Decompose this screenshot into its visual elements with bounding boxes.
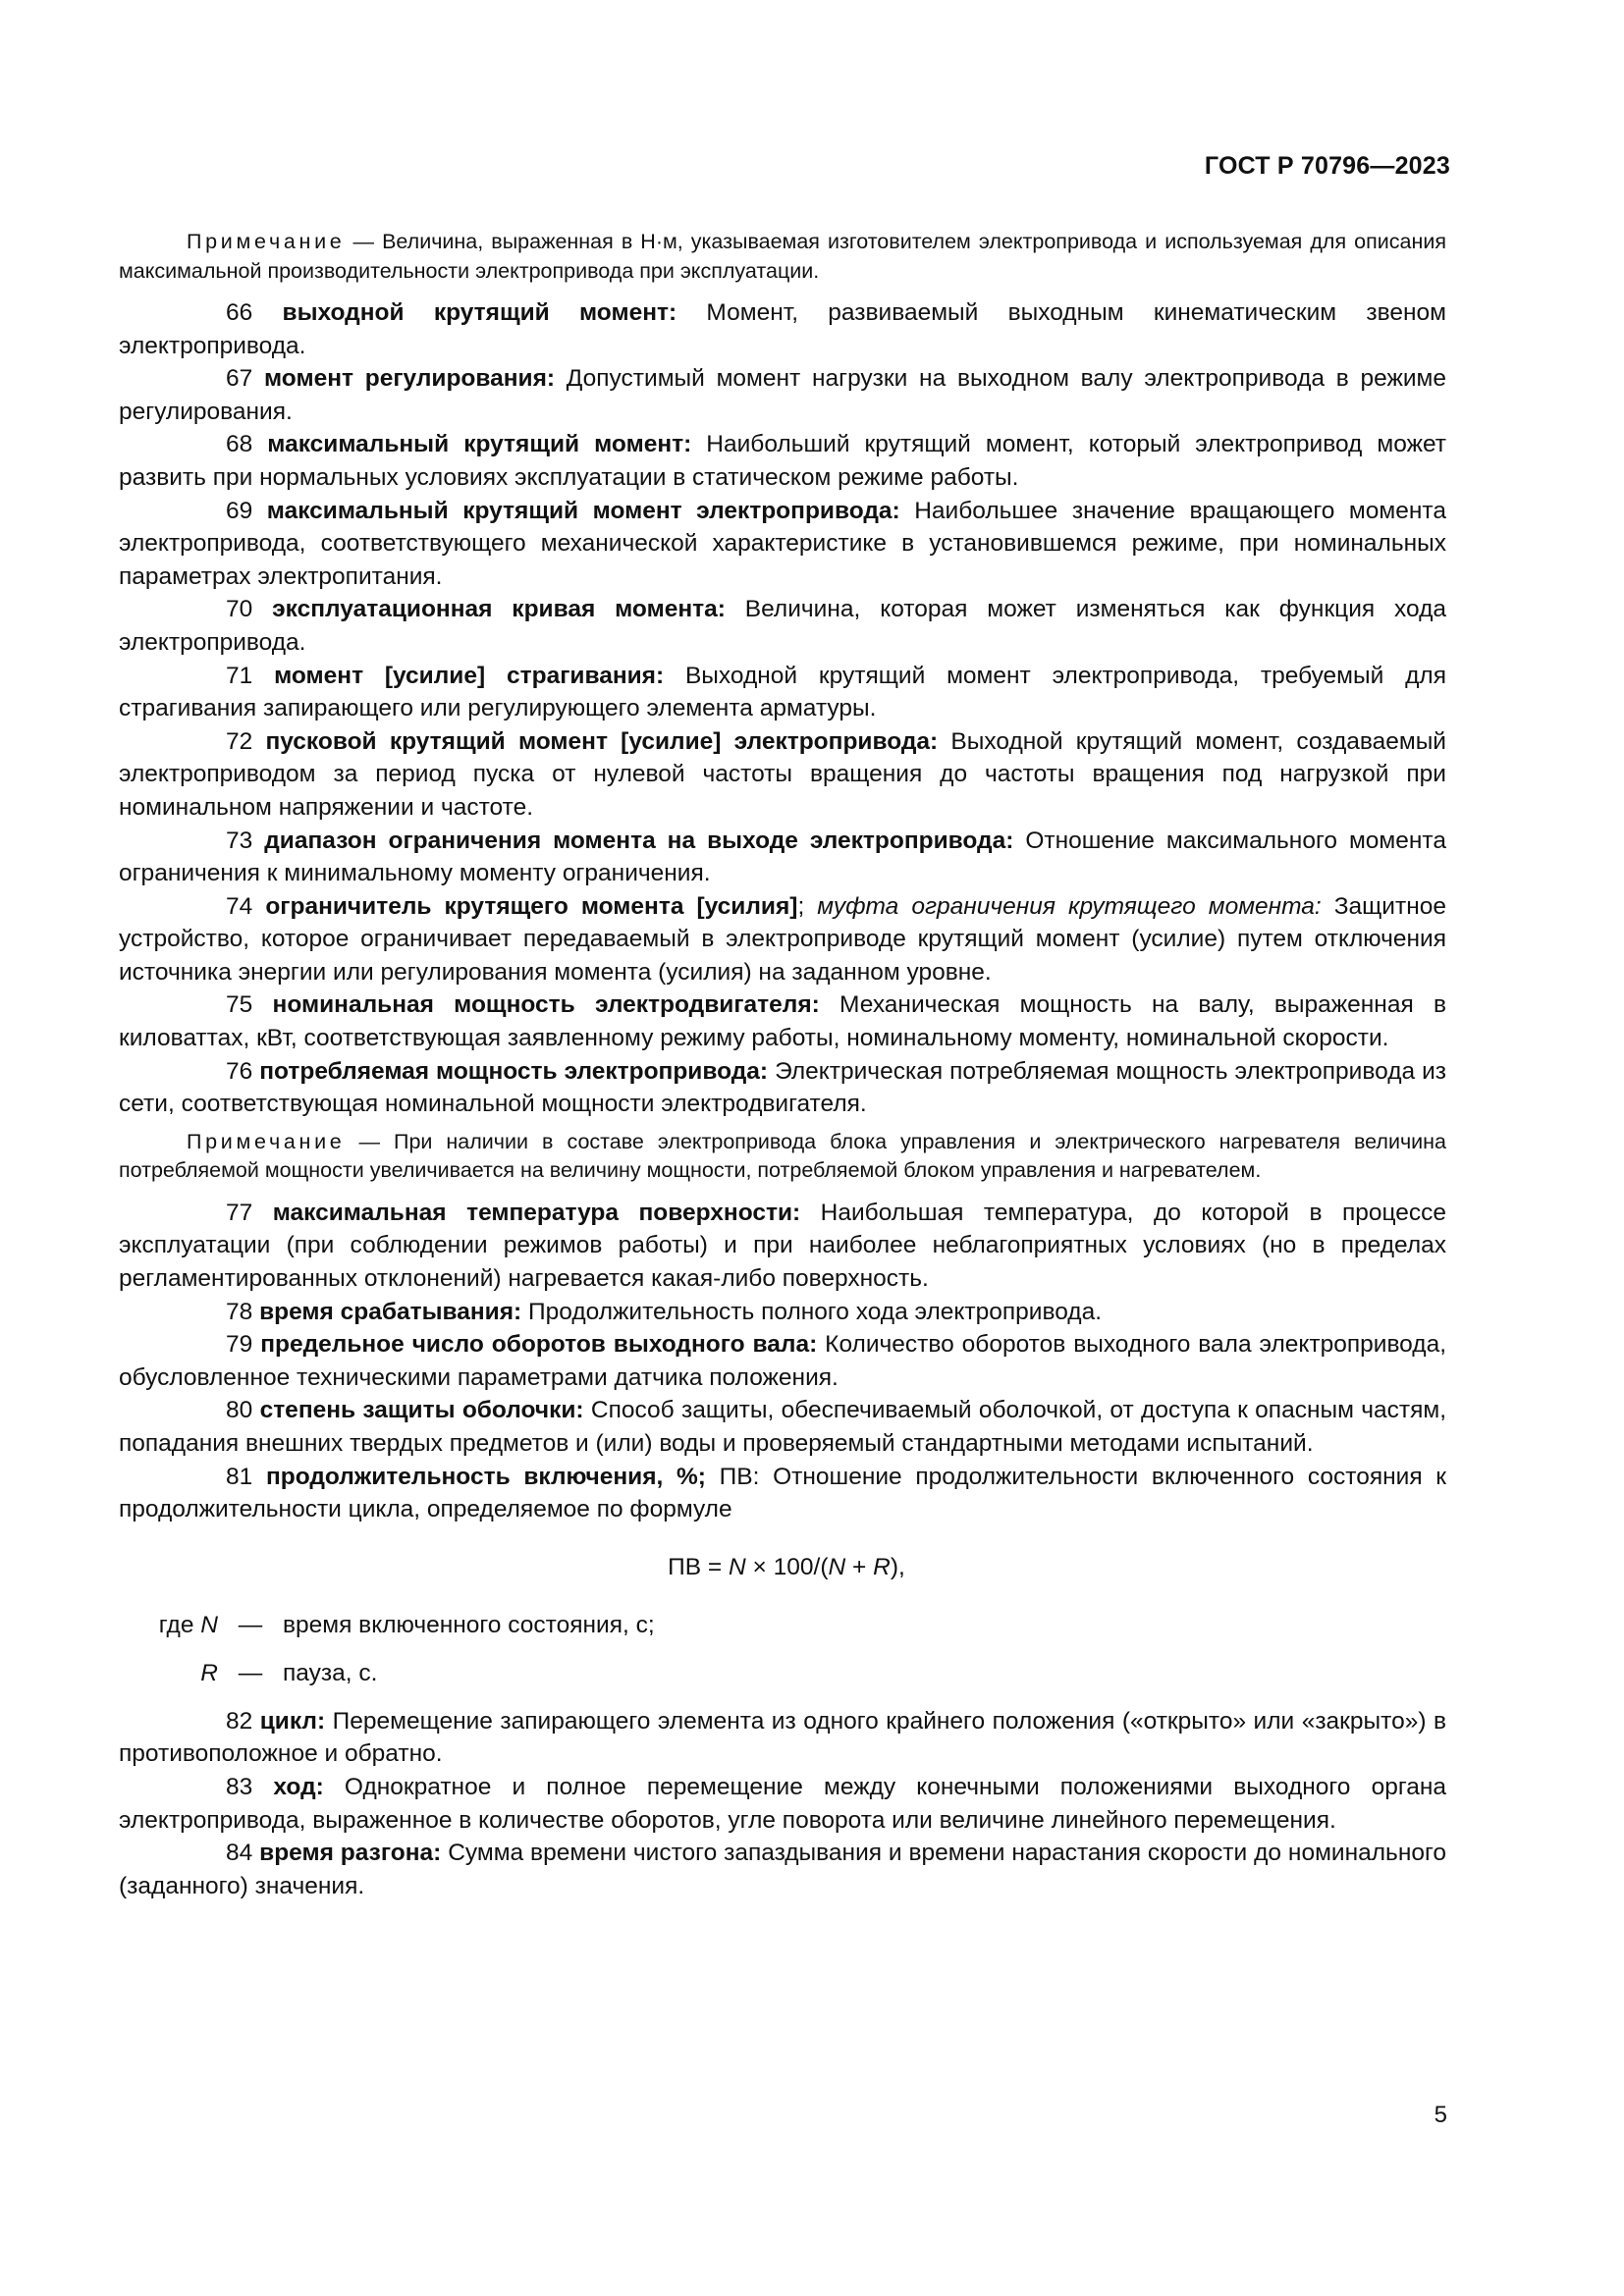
term-75	[119, 988, 1446, 1054]
document-code: ГОСТ Р 70796—2023	[1204, 152, 1450, 180]
formula-part: ПВ =	[668, 1553, 730, 1580]
formula-variable-n: N	[729, 1553, 746, 1580]
legend-lead: где	[158, 1611, 201, 1638]
term-number: 81	[226, 1463, 266, 1490]
term-68	[119, 428, 1446, 494]
term-number: 74	[226, 892, 266, 920]
term-name: момент регулирования:	[264, 365, 556, 393]
term-number: 83	[226, 1773, 274, 1800]
legend-dash: —	[238, 1659, 263, 1686]
term-number: 77	[226, 1199, 273, 1226]
note-text: — Величина, выраженная в Н·м, указываемая изготовителем электропривода и используемая для описания максимальной производительности электропривода при эксплуатации.	[119, 230, 1446, 283]
term-name: пусковой крутящий момент [усилие] электропривода:	[265, 727, 939, 755]
term-number: 67	[226, 365, 264, 393]
term-name: время разгона:	[259, 1840, 442, 1867]
term-number: 78	[226, 1298, 260, 1325]
term-name: предельное число оборотов выходного вала:	[260, 1331, 818, 1359]
legend-symbol	[119, 1609, 218, 1641]
formula-variable-n: N	[828, 1553, 846, 1580]
term-number: 79	[226, 1331, 261, 1359]
term-71	[119, 660, 1446, 725]
term-70	[119, 593, 1446, 659]
terms-66-73	[119, 296, 1446, 890]
term-80	[119, 1394, 1446, 1460]
term-74	[119, 890, 1446, 989]
duty-cycle-formula	[119, 1554, 1446, 1581]
term-72	[119, 725, 1446, 825]
term-76	[119, 1055, 1446, 1121]
note-text: — При наличии в составе электропривода блока управления и электрического нагревателя величина потребляемой мощности увеличивается на величину мощности, потребляемой блоком управления и нагревателем.	[119, 1129, 1446, 1183]
term-name: максимальный крутящий момент:	[267, 431, 692, 458]
term-number: 69	[226, 497, 267, 524]
term-79	[119, 1328, 1446, 1394]
term-84	[119, 1837, 1446, 1902]
term-definition: Выходной крутящий момент, создаваемый электроприводом за период пуска от нулевой частоты вращения до частоты вращения под нагрузкой при номинальном напряжении и частоте.	[119, 727, 1446, 821]
terms-75-76	[119, 988, 1446, 1120]
term-definition: Защитное устройство, которое ограничивает передаваемый в электроприводе крутящий момент (усилие) путем отключения источника энергии или регулирования момента (усилия) на заданном уровне.	[119, 892, 1446, 986]
term-number: 84	[226, 1840, 260, 1867]
term-definition: Момент, развиваемый выходным кинематическим звеном электропривода.	[119, 299, 1446, 359]
formula-part: × 100/(	[745, 1553, 829, 1580]
legend-description: пауза, с.	[283, 1659, 378, 1686]
term-name: диапазон ограничения момента на выходе электропривода:	[264, 827, 1014, 854]
note-label: Примечание	[187, 230, 346, 253]
term-name: цикл:	[259, 1707, 326, 1735]
legend-variable: R	[200, 1659, 218, 1686]
note-2	[119, 1128, 1446, 1186]
term-definition: Отношение максимального момента ограничения к минимальному моменту ограничения.	[119, 827, 1446, 887]
legend-variable: N	[200, 1611, 218, 1638]
term-definition: Сумма времени чистого запаздывания и времени нарастания скорости до номинального (заданного) значения.	[119, 1840, 1446, 1899]
legend-symbol	[119, 1657, 218, 1689]
term-name: номинальная мощность электродвигателя:	[272, 991, 820, 1019]
term-definition: Допустимый момент нагрузки на выходном валу электропривода в режиме регулирования.	[119, 365, 1447, 425]
term-69	[119, 495, 1446, 594]
term-number: 72	[226, 727, 266, 755]
legend-description: время включенного состояния, с;	[283, 1611, 655, 1638]
term-name: эксплуатационная кривая момента:	[272, 596, 726, 623]
term-separator: ;	[797, 892, 818, 920]
formula-part: +	[845, 1553, 874, 1580]
term-name: ограничитель крутящего момента [усилия]	[265, 892, 798, 920]
term-synonym: муфта ограничения крутящего момента:	[817, 892, 1322, 920]
term-number: 73	[226, 827, 265, 854]
term-78	[119, 1296, 1446, 1329]
term-82	[119, 1705, 1446, 1771]
term-number: 70	[226, 596, 273, 623]
term-83	[119, 1771, 1446, 1837]
formula-variable-r: R	[873, 1553, 891, 1580]
term-name: максимальная температура поверхности:	[272, 1199, 801, 1226]
legend-row-n	[119, 1609, 1446, 1641]
term-number: 82	[226, 1707, 260, 1735]
legend-dash: —	[238, 1611, 263, 1638]
term-definition: Способ защиты, обеспечиваемый оболочкой, от доступа к опасным частям, попадания внешних твердых предметов и (или) воды и проверяемый стандартными методами испытаний.	[119, 1397, 1447, 1457]
terms-77-81	[119, 1197, 1446, 1526]
term-definition: Наибольший крутящий момент, который электропривод может развить при нормальных условиях эксплуатации в статическом режиме работы.	[119, 431, 1446, 491]
term-73	[119, 825, 1446, 890]
note-label: Примечание	[187, 1129, 346, 1153]
term-definition: Количество оборотов выходного вала электропривода, обусловленное техническими параметрами датчика положения.	[119, 1331, 1446, 1391]
term-name: ход:	[273, 1773, 324, 1800]
term-definition: Однократное и полное перемещение между конечными положениями выходного органа электропривода, выраженное в количестве оборотов, угле поворота или величине линейного перемещения.	[119, 1773, 1446, 1834]
document-body	[119, 221, 1446, 1902]
term-name: максимальный крутящий момент электропривода:	[266, 497, 900, 524]
term-definition: Наибольшее значение вращающего момента электропривода, соответствующего механической характеристике в установившемся режиме, при номинальных параметрах электропитания.	[119, 497, 1446, 590]
term-definition: Продолжительность полного хода электропривода.	[521, 1298, 1103, 1325]
formula-legend	[119, 1609, 1446, 1689]
term-definition: Выходной крутящий момент электропривода, требуемый для страгивания запирающего или регулирующего элемента арматуры.	[119, 662, 1446, 722]
legend-row-r	[119, 1657, 1446, 1689]
term-67	[119, 362, 1446, 428]
term-number: 76	[226, 1057, 260, 1085]
term-number: 66	[226, 299, 283, 326]
term-definition: Электрическая потребляемая мощность электропривода из сети, соответствующая номинальной мощности электродвигателя.	[119, 1057, 1447, 1118]
term-definition: Перемещение запирающего элемента из одного крайнего положения («открыто» или «закрыто») в противоположное и обратно.	[119, 1707, 1446, 1768]
note-1	[119, 228, 1446, 286]
formula-part: ),	[890, 1553, 905, 1580]
term-name: выходной крутящий момент:	[282, 299, 677, 326]
terms-82-84	[119, 1705, 1446, 1903]
term-name: потребляемая мощность электропривода:	[259, 1057, 769, 1085]
term-definition: Величина, которая может изменяться как функция хода электропривода.	[119, 596, 1446, 656]
term-definition: ПВ: Отношение продолжительности включенного состояния к продолжительности цикла, определяемое по формуле	[119, 1463, 1447, 1523]
term-name: момент [усилие] страгивания:	[274, 662, 665, 689]
term-number: 75	[226, 991, 273, 1019]
term-77	[119, 1197, 1446, 1296]
term-definition: Наибольшая температура, до которой в процессе эксплуатации (при соблюдении режимов работы) и при наиболее неблагоприятных условиях (но в пределах регламентированных отклонений) нагревается какая-либо поверхность.	[119, 1199, 1446, 1293]
page-number: 5	[1434, 2102, 1447, 2128]
term-number: 80	[226, 1397, 260, 1424]
term-name: степень защиты оболочки:	[259, 1397, 584, 1424]
term-number: 71	[226, 662, 275, 689]
term-81	[119, 1461, 1446, 1526]
term-number: 68	[226, 431, 268, 458]
term-66	[119, 296, 1446, 362]
term-name: продолжительность включения, %;	[265, 1463, 706, 1490]
term-name: время срабатывания:	[259, 1298, 522, 1325]
term-definition: Механическая мощность на валу, выраженная в киловаттах, кВт, соответствующая заявленному режиму работы, номинальному моменту, номинальной скорости.	[119, 991, 1447, 1052]
